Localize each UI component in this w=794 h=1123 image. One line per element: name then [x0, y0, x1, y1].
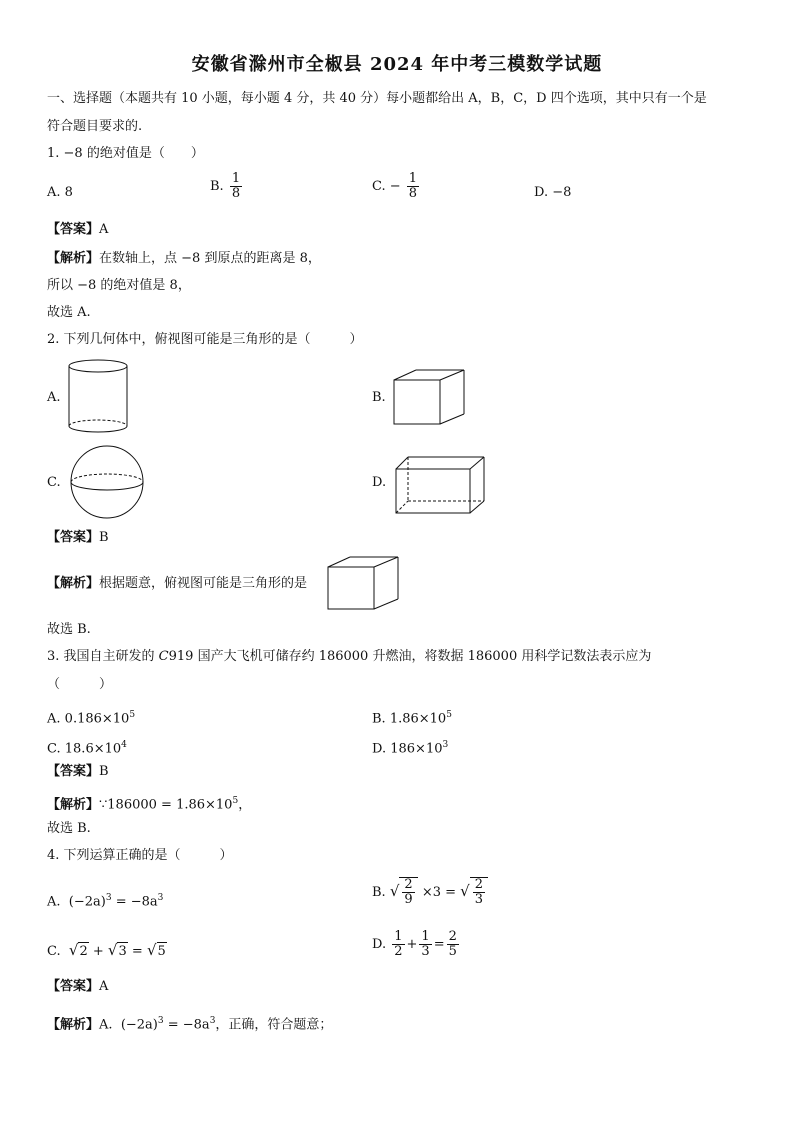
q3-option-a [47, 706, 135, 728]
q4-d-eq: = [433, 937, 445, 952]
q4-analysis [47, 1012, 332, 1034]
q3-option-b [372, 706, 452, 728]
sqrt-symbol-icon: √ [460, 882, 470, 900]
q3-stem [47, 648, 651, 666]
q3-option-a-exponent: 5 [129, 710, 136, 720]
q3-analysis-post: ， [238, 797, 252, 813]
q2-analysis-text: 根据题意，俯视图可能是三角形的是 [99, 576, 308, 591]
q3-analysis-pre: ∵186000 = 1.86×10 [99, 797, 233, 813]
q3-stem-pre: 3. 我国自主研发的 [47, 649, 159, 664]
q4-d-denominator2: 3 [421, 944, 430, 959]
q4-option-c-label: C. [47, 944, 61, 959]
q4-option-a-exponent2: 3 [157, 893, 164, 903]
q1-option-c-label: C. − [372, 179, 401, 194]
q4-b-numerator2: 2 [474, 877, 483, 892]
answer-label: 【答案】 [47, 530, 100, 545]
q4-b-radical2 [470, 877, 488, 907]
q4-analysis-post: ，正确，符合题意； [215, 1017, 333, 1033]
sphere-figure [67, 445, 147, 519]
q4-stem: 4. 下列运算正确的是（ ） [47, 848, 233, 863]
q3-option-c-exponent: 4 [121, 740, 127, 750]
q3-option-d-exponent: 3 [442, 740, 449, 750]
q1-analysis-line2: 所以 −8 的绝对值是 8， [47, 278, 191, 293]
analysis-label: 【解析】 [47, 797, 100, 813]
q3-stem-plane: C [158, 649, 169, 664]
q4-option-d [372, 930, 461, 959]
q2-option-b-label: B. [372, 390, 386, 405]
q3-option-d [372, 736, 448, 758]
q1-c-denominator: 8 [408, 186, 418, 201]
q1-option-b [210, 172, 244, 201]
q4-d-plus: + [406, 937, 418, 952]
sqrt-symbol-icon: √ [68, 941, 79, 959]
q4-d-fraction3 [447, 930, 459, 959]
q4-option-a-eq: = −8a [111, 894, 158, 910]
q4-option-c [47, 941, 167, 961]
q4-c-plus: + [92, 944, 104, 959]
section-instruction-line2: 符合题目要求的. [47, 119, 143, 134]
q4-option-b [372, 877, 488, 907]
cylinder-figure [68, 358, 132, 436]
q4-d-denominator3: 5 [448, 944, 457, 959]
q2-answer [47, 529, 109, 547]
q3-option-c-label: C. [47, 741, 61, 757]
q3-stem-line2: （ ） [47, 677, 113, 692]
sqrt-symbol-icon: √ [389, 882, 400, 900]
q1-option-c [372, 172, 421, 201]
q4-d-numerator2: 1 [421, 929, 430, 944]
q3-option-b-base: 1.86×10 [389, 711, 447, 727]
q1-analysis [47, 250, 321, 268]
q1-option-a: A. 8 [47, 185, 73, 200]
q1-analysis-text: 在数轴上，点 −8 到原点的距离是 8， [99, 251, 321, 266]
q1-answer [47, 221, 108, 239]
q1-b-denominator: 8 [231, 186, 241, 201]
q3-analysis-exponent: 5 [232, 796, 239, 806]
q3-option-d-base: 186×10 [390, 741, 443, 757]
q4-option-a-exponent: 3 [105, 893, 112, 903]
q3-option-b-label: B. [372, 711, 386, 727]
q4-analysis-exponent2: 3 [209, 1016, 216, 1026]
q4-b-fraction1 [402, 878, 414, 907]
q2-conclusion: 故选 B. [47, 622, 91, 637]
q3-option-a-label: A. [47, 711, 61, 727]
q4-b-denominator1: 9 [404, 892, 413, 907]
q3-option-b-exponent: 5 [446, 710, 452, 720]
q3-answer [47, 763, 109, 781]
q4-b-fraction2 [473, 878, 485, 907]
answer-label: 【答案】 [47, 979, 100, 994]
q4-option-a-expr: (−2a) [68, 894, 106, 910]
q4-d-fraction2 [419, 930, 431, 959]
q1-answer-value: A [99, 222, 109, 237]
analysis-label: 【解析】 [47, 1017, 100, 1033]
answer-label: 【答案】 [47, 222, 100, 237]
answer-label: 【答案】 [47, 764, 100, 779]
analysis-label: 【解析】 [47, 251, 100, 266]
q3-option-a-base: 0.186×10 [64, 711, 130, 727]
q2-option-c-label: C. [47, 475, 61, 490]
q4-c-radicand2: 3 [118, 944, 127, 959]
q2-analysis [47, 575, 307, 593]
q4-analysis-label: A. [99, 1017, 113, 1033]
q1-stem: 1. −8 的绝对值是（ ） [47, 146, 204, 161]
q4-analysis-eq: = −8a [163, 1017, 210, 1033]
q4-d-fraction1 [392, 930, 404, 959]
q4-option-b-label: B. [372, 885, 386, 900]
section-instruction-line1: 一、选择题（本题共有 10 小题，每小题 4 分，共 40 分）每小题都给出 A，B，C，D 四个选项，其中只有一个是 [47, 91, 707, 106]
q4-d-numerator1: 1 [394, 929, 403, 944]
q3-option-c [47, 736, 127, 758]
q4-b-denominator2: 3 [474, 892, 483, 907]
q3-stem-mid: 919 国产大飞机可储存约 186000 升燃油，将数据 186000 用科学记数法表示应为 [168, 649, 652, 664]
q3-answer-value: B [99, 764, 109, 779]
q1-b-numerator: 1 [231, 171, 241, 186]
q4-option-a [47, 889, 163, 911]
q4-answer [47, 978, 108, 996]
q4-answer-value: A [99, 979, 109, 994]
q4-option-a-label: A. [47, 894, 61, 910]
q4-b-numerator1: 2 [404, 877, 413, 892]
q4-c-eq: = [131, 944, 143, 959]
q2-option-d-label: D. [372, 475, 387, 490]
q4-d-numerator3: 2 [448, 929, 457, 944]
q1-option-c-fraction [407, 172, 419, 201]
q2-stem: 2. 下列几何体中，俯视图可能是三角形的是（ ） [47, 332, 363, 347]
q4-analysis-exponent: 3 [157, 1016, 164, 1026]
q4-b-radical1 [399, 877, 417, 907]
q3-option-d-label: D. [372, 741, 387, 757]
q3-option-c-base: 18.6×10 [64, 741, 122, 757]
q2-option-a-label: A. [47, 390, 61, 405]
q4-analysis-expr: (−2a) [120, 1017, 158, 1033]
q3-analysis [47, 792, 251, 814]
page-title: 安徽省滁州市全椒县 2024 年中考三模数学试题 [191, 54, 603, 75]
analysis-label: 【解析】 [47, 576, 100, 591]
analysis-prism-figure [326, 555, 402, 613]
q1-option-b-label: B. [210, 179, 224, 194]
q4-c-radicand3: 5 [157, 944, 166, 959]
q4-b-mid: ×3 = [421, 885, 457, 900]
cuboid-figure [392, 455, 488, 517]
q4-d-denominator1: 2 [394, 944, 403, 959]
q1-option-b-fraction [230, 172, 242, 201]
sqrt-symbol-icon: √ [146, 941, 157, 959]
q4-option-d-label: D. [372, 937, 387, 952]
q4-c-radicand1: 2 [79, 944, 88, 959]
triangular-prism-figure [390, 366, 470, 428]
q1-c-numerator: 1 [408, 171, 418, 186]
q1-conclusion: 故选 A. [47, 305, 91, 320]
sqrt-symbol-icon: √ [107, 941, 118, 959]
q2-answer-value: B [99, 530, 109, 545]
q1-option-d: D. −8 [534, 185, 572, 200]
q3-conclusion: 故选 B. [47, 821, 91, 836]
